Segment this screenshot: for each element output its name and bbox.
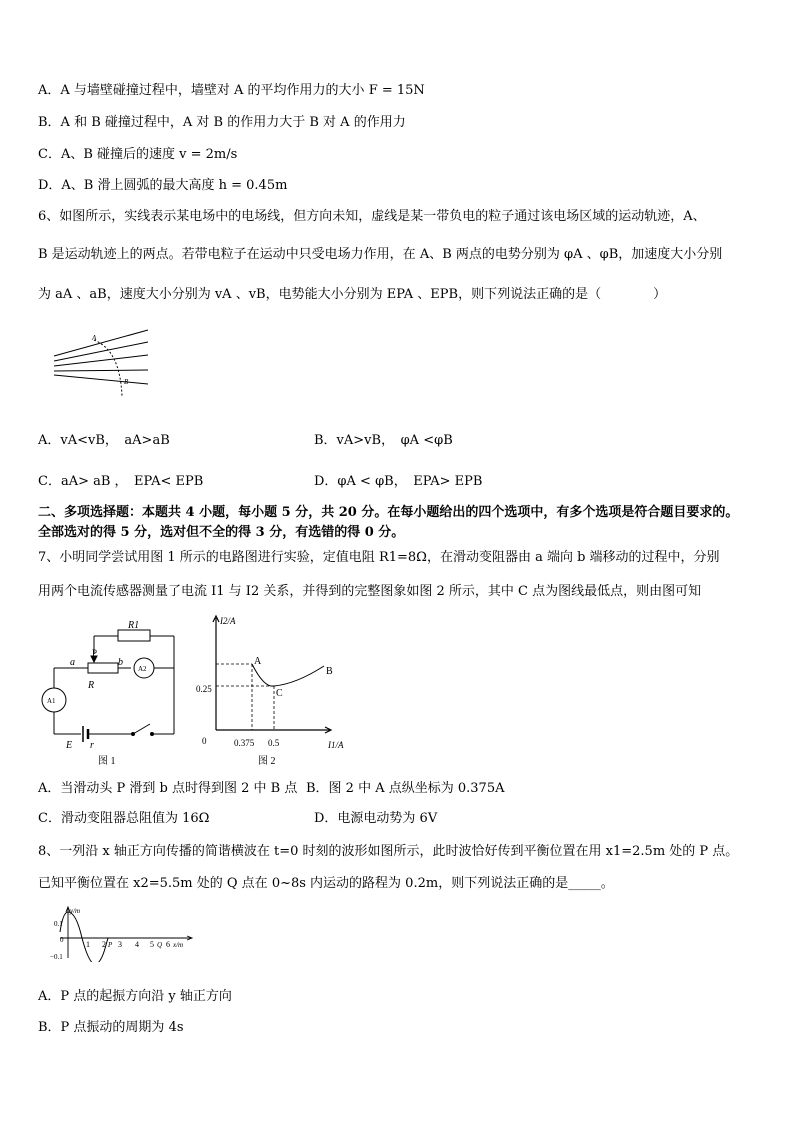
q6-field-figure: [50, 328, 150, 400]
graph-point-c: C: [276, 688, 283, 699]
graph-ylabel: I2/A: [220, 616, 236, 626]
q6-stem-line2: B 是运动轨迹上的两点。若带电粒子在运动中只受电场力作用，在 A、B 两点的电势分别为 φA 、φB，加速度大小分别: [38, 247, 723, 262]
q5-option-c: C．A、B 碰撞后的速度 v = 2m/s: [38, 147, 238, 162]
q6-option-c: C．aA> aB ， EPA< EPB: [38, 474, 204, 489]
graph-origin: 0: [202, 736, 207, 746]
q6-option-d: D．φA < φB， EPA> EPB: [314, 474, 483, 489]
q6-option-b: B．vA>vB， φA <φB: [314, 433, 453, 448]
graph-ytick: 0.25: [196, 684, 212, 694]
wave-xtick-1: 1: [86, 940, 90, 949]
section2-heading-line1: 二、多项选择题：本题共 4 小题，每小题 5 分，共 20 分。在每小题给出的四个选项中，有多个选项是符合题目要求的。: [38, 505, 739, 520]
label-a1: A1: [47, 697, 56, 705]
q5-option-d: D．A、B 滑上圆弧的最大高度 h = 0.45m: [38, 178, 288, 193]
label-r1: R1: [128, 620, 140, 631]
q8-wave-figure: [46, 904, 196, 962]
q7-circuit-diagram: [36, 616, 181, 768]
figure2-caption: 图 2: [258, 756, 276, 767]
graph-xtick-1: 0.375: [234, 738, 255, 748]
q6-stem-line1: 6、如图所示，实线表示某电场中的电场线，但方向未知，虚线是某一带负电的粒子通过该电场区域的运动轨迹，A、: [38, 209, 706, 224]
i2-i1-curve: [252, 664, 324, 686]
wave-point-q: Q: [157, 941, 163, 949]
label-a: a: [70, 657, 75, 668]
label-a2: A2: [138, 665, 147, 673]
wave-xtick-2: 2: [102, 940, 106, 949]
label-p: P: [92, 648, 98, 658]
wave-xtick-3: 3: [118, 940, 122, 949]
label-r: R: [88, 680, 95, 691]
wave-xtick-4: 4: [135, 940, 139, 949]
rheostat-r: [88, 663, 118, 673]
wave-point-p: P: [108, 941, 113, 949]
graph-xtick-2: 0.5: [268, 738, 280, 748]
field-lines: [54, 330, 148, 384]
q6-stem-line3: 为 aA 、aB，速度大小分别为 vA 、vB，电势能大小分别为 EPA 、EPB，则下列说法正确的是（ ）: [38, 287, 667, 302]
graph-xlabel: I1/A: [328, 740, 344, 750]
q7-option-c: C．滑动变阻器总阻值为 16Ω: [38, 811, 210, 826]
point-b-label: B: [124, 378, 129, 386]
q8-stem-line2: 已知平衡位置在 x2=5.5m 处的 Q 点在 0~8s 内运动的路程为 0.2m，则下列说法正确的是_____。: [38, 876, 614, 891]
q8-option-b: B．P 点振动的周期为 4s: [38, 1020, 184, 1035]
q7-option-b: B．图 2 中 A 点纵坐标为 0.375A: [306, 781, 505, 796]
label-e: E: [66, 740, 73, 751]
wave-xtick-5: 5: [150, 940, 154, 949]
section2-heading-line2: 全部选对的得 5 分，选对但不全的得 3 分，有选错的得 0 分。: [38, 525, 405, 540]
q7-stem-line1: 7、小明同学尝试用图 1 所示的电路图进行实验，定值电阻 R1=8Ω，在滑动变阻器由 a 端向 b 端移动的过程中，分别: [38, 550, 720, 565]
wave-xlabel: x/m: [173, 941, 184, 949]
q8-stem-line1: 8、一列沿 x 轴正方向传播的简谐横波在 t=0 时刻的波形如图所示，此时波恰好传到平衡位置在用 x1=2.5m 处的 P 点。: [38, 844, 739, 859]
graph-point-a: A: [254, 656, 262, 667]
q7-option-d: D．电源电动势为 6V: [314, 811, 438, 826]
wave-y-top: 0.1: [54, 920, 63, 928]
resistor-r1: [118, 630, 150, 641]
q8-option-a: A．P 点的起振方向沿 y 轴正方向: [38, 989, 232, 1004]
q5-option-b: B．A 和 B 碰撞过程中，A 对 B 的作用力大于 B 对 A 的作用力: [38, 115, 406, 130]
wave-y-bottom: −0.1: [50, 953, 63, 961]
q7-option-a: A．当滑动头 P 滑到 b 点时得到图 2 中 B 点: [38, 781, 298, 796]
wave-ylabel: y/m: [70, 907, 81, 915]
label-internal-r: r: [90, 740, 94, 751]
label-b: b: [118, 657, 123, 668]
q5-option-a: A．A 与墙壁碰撞过程中，墙壁对 A 的平均作用力的大小 F = 15N: [38, 83, 425, 98]
wave-xtick-6: 6: [166, 940, 170, 949]
graph-point-b: B: [326, 666, 333, 677]
q7-graph-i2-i1: [196, 612, 366, 768]
figure1-caption: 图 1: [98, 756, 116, 767]
point-a-label: A: [92, 334, 97, 342]
wave-y-zero: 0: [60, 936, 64, 944]
q6-option-a: A．vA<vB， aA>aB: [38, 433, 170, 448]
q7-stem-line2: 用两个电流传感器测量了电流 I1 与 I2 关系，并得到的完整图象如图 2 所示，其中 C 点为图线最低点，则由图可知: [38, 584, 702, 599]
waveform: [60, 912, 108, 962]
